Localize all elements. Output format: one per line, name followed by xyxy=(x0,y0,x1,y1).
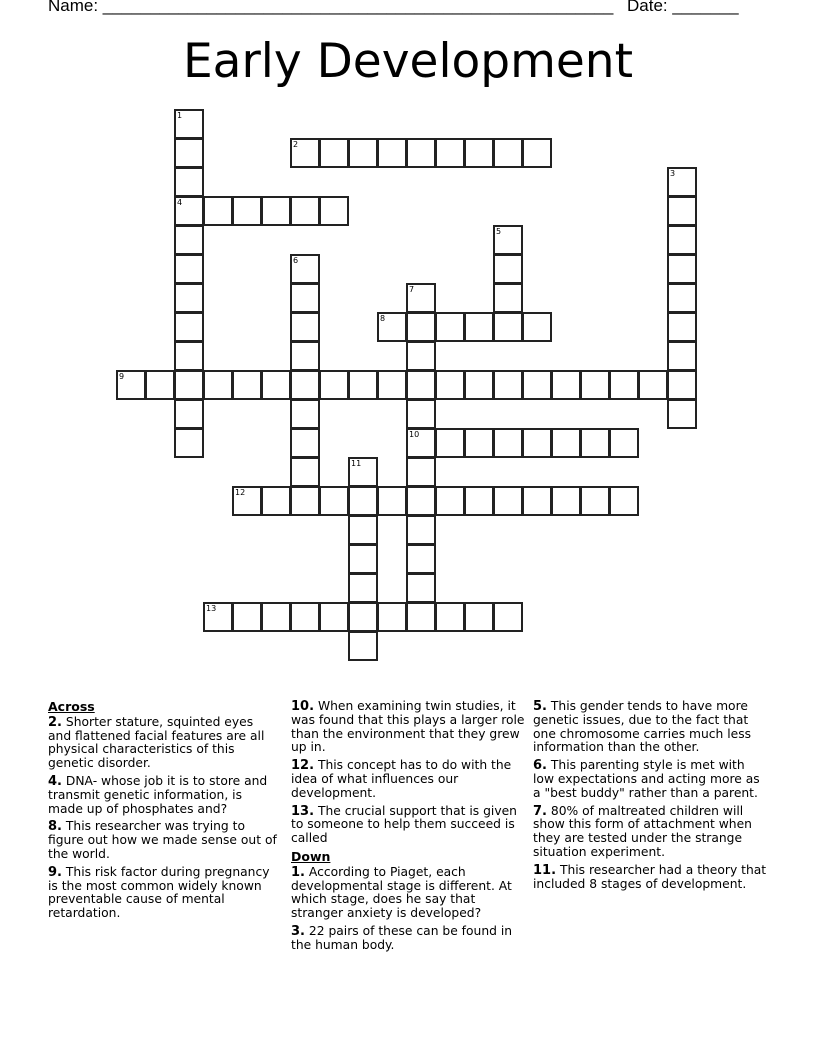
crossword-cell[interactable] xyxy=(493,254,523,284)
crossword-cell[interactable] xyxy=(174,283,204,313)
crossword-cell[interactable] xyxy=(406,399,436,429)
clue-item: 4. DNA- whose job it is to store and transmit genetic information, is made up of phosphates and? xyxy=(48,773,268,816)
crossword-cell[interactable] xyxy=(406,370,436,400)
crossword-cell[interactable] xyxy=(232,370,262,400)
crossword-cell[interactable] xyxy=(522,370,552,400)
crossword-cell[interactable] xyxy=(203,370,233,400)
name-field[interactable]: Name: ______________________________________________________ xyxy=(48,0,614,15)
crossword-cell[interactable] xyxy=(348,457,378,487)
crossword-cell[interactable] xyxy=(522,312,552,342)
clue-item: 6. This parenting style is met with low expectations and acting more as a "best buddy" rather than a parent. xyxy=(533,758,760,800)
crossword-cell[interactable] xyxy=(377,602,407,632)
crossword-cell[interactable] xyxy=(232,486,262,516)
crossword-cell[interactable] xyxy=(116,370,146,400)
crossword-cell[interactable] xyxy=(464,428,494,458)
clue-number-label: 1. xyxy=(291,864,305,880)
crossword-cell[interactable] xyxy=(638,370,668,400)
crossword-cell[interactable] xyxy=(261,486,291,516)
clue-number-label: 10. xyxy=(291,699,315,714)
crossword-cell[interactable] xyxy=(174,138,204,168)
clue-number-label: 3. xyxy=(291,923,305,939)
crossword-cell[interactable] xyxy=(464,138,494,168)
crossword-cell[interactable] xyxy=(319,486,349,516)
clues-column-1 xyxy=(48,700,280,925)
crossword-cell[interactable] xyxy=(348,573,378,603)
clue-number-label: 8. xyxy=(48,819,62,835)
crossword-cell[interactable] xyxy=(290,370,320,400)
clue-item: 10. When examining twin studies, it was found that this plays a larger role than the environment that they grew up in. xyxy=(291,699,525,755)
clue-item: 8. This researcher was trying to figure out how we made sense out of the world. xyxy=(48,819,277,861)
date-field[interactable]: Date: _______ xyxy=(627,0,739,15)
crossword-cell[interactable] xyxy=(493,486,523,516)
clue-number: 7 xyxy=(409,285,415,294)
clue-number: 9 xyxy=(119,372,125,381)
crossword-cell[interactable] xyxy=(435,428,465,458)
crossword-cell[interactable] xyxy=(174,254,204,284)
clue-number: 2 xyxy=(293,140,299,149)
down-heading: Down xyxy=(291,848,331,864)
crossword-cell[interactable] xyxy=(290,341,320,371)
clue-item: 5. This gender tends to have more genetic issues, due to the fact that one chromosome carries much less information than the other. xyxy=(533,699,752,755)
crossword-cell[interactable] xyxy=(319,370,349,400)
crossword-cell[interactable] xyxy=(493,138,523,168)
crossword-cell[interactable] xyxy=(609,428,639,458)
clue-number: 10 xyxy=(409,430,420,439)
clue-item: 7. 80% of maltreated children will show this form of attachment when they are tested under the strange situation experiment. xyxy=(533,803,752,859)
crossword-cell[interactable] xyxy=(348,515,378,545)
crossword-cell[interactable] xyxy=(290,196,320,226)
crossword-cell[interactable] xyxy=(406,515,436,545)
crossword-cell[interactable] xyxy=(406,573,436,603)
clue-item: 2. Shorter stature, squinted eyes and flattened facial features are all physical characteristics of this genetic disorder. xyxy=(48,714,265,771)
crossword-cell[interactable] xyxy=(348,631,378,661)
crossword-cell[interactable] xyxy=(174,341,204,371)
clue-number: 6 xyxy=(293,256,299,265)
crossword-cell[interactable] xyxy=(667,225,697,255)
crossword-cell[interactable] xyxy=(377,138,407,168)
crossword-cell[interactable] xyxy=(348,370,378,400)
crossword-cell[interactable] xyxy=(493,370,523,400)
crossword-cell[interactable] xyxy=(667,196,697,226)
crossword-cell[interactable] xyxy=(174,399,204,429)
crossword-cell[interactable] xyxy=(319,196,349,226)
clue-number: 3 xyxy=(670,169,676,178)
clue-item: 9. This risk factor during pregnancy is the most common widely known preventable cause of mental retardation. xyxy=(48,864,270,921)
clue-number-label: 2. xyxy=(48,714,62,730)
crossword-cell[interactable] xyxy=(464,602,494,632)
crossword-cell[interactable] xyxy=(551,370,581,400)
clue-number-label: 12. xyxy=(291,758,315,774)
crossword-cell[interactable] xyxy=(377,370,407,400)
crossword-cell[interactable] xyxy=(290,399,320,429)
crossword-cell[interactable] xyxy=(174,196,204,226)
clue-number: 11 xyxy=(351,459,362,468)
crossword-cell[interactable] xyxy=(522,428,552,458)
crossword-cell[interactable] xyxy=(348,486,378,516)
crossword-cell[interactable] xyxy=(406,457,436,487)
clue-number: 5 xyxy=(496,227,502,236)
crossword-cell[interactable] xyxy=(464,312,494,342)
crossword-cell[interactable] xyxy=(406,283,436,313)
crossword-cell[interactable] xyxy=(290,602,320,632)
crossword-cell[interactable] xyxy=(377,486,407,516)
crossword-cell[interactable] xyxy=(145,370,175,400)
clue-number-label: 5. xyxy=(533,699,547,714)
crossword-cell[interactable] xyxy=(667,312,697,342)
crossword-cell[interactable] xyxy=(290,138,320,168)
crossword-cell[interactable] xyxy=(348,138,378,168)
crossword-cell[interactable] xyxy=(290,312,320,342)
crossword-cell[interactable] xyxy=(551,486,581,516)
crossword-cell[interactable] xyxy=(261,196,291,226)
clue-item: 12. This concept has to do with the idea of what influences our development. xyxy=(291,758,512,800)
crossword-cell[interactable] xyxy=(493,602,523,632)
clue-number: 4 xyxy=(177,198,183,207)
clue-number-label: 4. xyxy=(48,773,62,789)
clue-number-label: 11. xyxy=(533,862,557,878)
crossword-cell[interactable] xyxy=(667,370,697,400)
crossword-cell[interactable] xyxy=(290,283,320,313)
crossword-cell[interactable] xyxy=(493,312,523,342)
crossword-cell[interactable] xyxy=(667,399,697,429)
crossword-cell[interactable] xyxy=(609,370,639,400)
crossword-cell[interactable] xyxy=(406,138,436,168)
clue-number: 12 xyxy=(235,488,246,497)
crossword-cell[interactable] xyxy=(609,486,639,516)
clue-number: 1 xyxy=(177,111,183,120)
clue-item: 13. The crucial support that is given to someone to help them succeed is called xyxy=(291,803,517,846)
crossword-cell[interactable] xyxy=(667,254,697,284)
crossword-cell[interactable] xyxy=(174,370,204,400)
crossword-cell[interactable] xyxy=(348,602,378,632)
crossword-cell[interactable] xyxy=(174,428,204,458)
crossword-cell[interactable] xyxy=(406,428,436,458)
crossword-cell[interactable] xyxy=(406,486,436,516)
crossword-cell[interactable] xyxy=(261,602,291,632)
crossword-cell[interactable] xyxy=(522,486,552,516)
clue-item: 11. This researcher had a theory that included 8 stages of development. xyxy=(533,862,767,891)
crossword-cell[interactable] xyxy=(290,486,320,516)
crossword-cell[interactable] xyxy=(435,602,465,632)
crossword-cell[interactable] xyxy=(174,312,204,342)
crossword-cell[interactable] xyxy=(406,602,436,632)
clue-number-label: 13. xyxy=(291,803,315,819)
crossword-cell[interactable] xyxy=(435,312,465,342)
crossword-cell[interactable] xyxy=(493,428,523,458)
crossword-cell[interactable] xyxy=(435,370,465,400)
clue-item: 3. 22 pairs of these can be found in the human body. xyxy=(291,923,513,952)
crossword-cell[interactable] xyxy=(290,428,320,458)
crossword-cell[interactable] xyxy=(580,370,610,400)
crossword-cell[interactable] xyxy=(580,486,610,516)
clue-number-label: 6. xyxy=(533,758,547,774)
crossword-cell[interactable] xyxy=(522,138,552,168)
crossword-cell[interactable] xyxy=(493,225,523,255)
crossword-cell[interactable] xyxy=(203,196,233,226)
crossword-cell[interactable] xyxy=(551,428,581,458)
clues-column-2 xyxy=(291,700,527,957)
crossword-cell[interactable] xyxy=(174,167,204,197)
crossword-cell[interactable] xyxy=(319,602,349,632)
crossword-cell[interactable] xyxy=(348,544,378,574)
crossword-cell[interactable] xyxy=(435,138,465,168)
crossword-cell[interactable] xyxy=(232,196,262,226)
clue-number: 8 xyxy=(380,314,386,323)
crossword-cell[interactable] xyxy=(464,370,494,400)
crossword-cell[interactable] xyxy=(377,312,407,342)
crossword-cell[interactable] xyxy=(493,283,523,313)
clue-number-label: 7. xyxy=(533,803,547,819)
crossword-cell[interactable] xyxy=(174,225,204,255)
crossword-cell[interactable] xyxy=(290,457,320,487)
crossword-cell[interactable] xyxy=(435,486,465,516)
crossword-cell[interactable] xyxy=(174,109,204,139)
crossword-cell[interactable] xyxy=(667,283,697,313)
across-heading: Across xyxy=(48,699,95,714)
clue-number-label: 9. xyxy=(48,864,62,880)
clue-number: 13 xyxy=(206,604,217,613)
crossword-cell[interactable] xyxy=(232,602,262,632)
clues-column-3 xyxy=(533,700,769,895)
crossword-cell[interactable] xyxy=(406,312,436,342)
page-title: Early Development xyxy=(182,34,634,89)
crossword-cell[interactable] xyxy=(290,254,320,284)
crossword-cell[interactable] xyxy=(580,428,610,458)
crossword-cell[interactable] xyxy=(406,544,436,574)
crossword-cell[interactable] xyxy=(667,341,697,371)
crossword-cell[interactable] xyxy=(464,486,494,516)
crossword-cell[interactable] xyxy=(667,167,697,197)
clue-item: 1. According to Piaget, each developmental stage is different. At which stage, does he say that stranger anxiety is developed? xyxy=(291,864,512,921)
crossword-cell[interactable] xyxy=(261,370,291,400)
crossword-cell[interactable] xyxy=(406,341,436,371)
crossword-cell[interactable] xyxy=(203,602,233,632)
crossword-cell[interactable] xyxy=(319,138,349,168)
